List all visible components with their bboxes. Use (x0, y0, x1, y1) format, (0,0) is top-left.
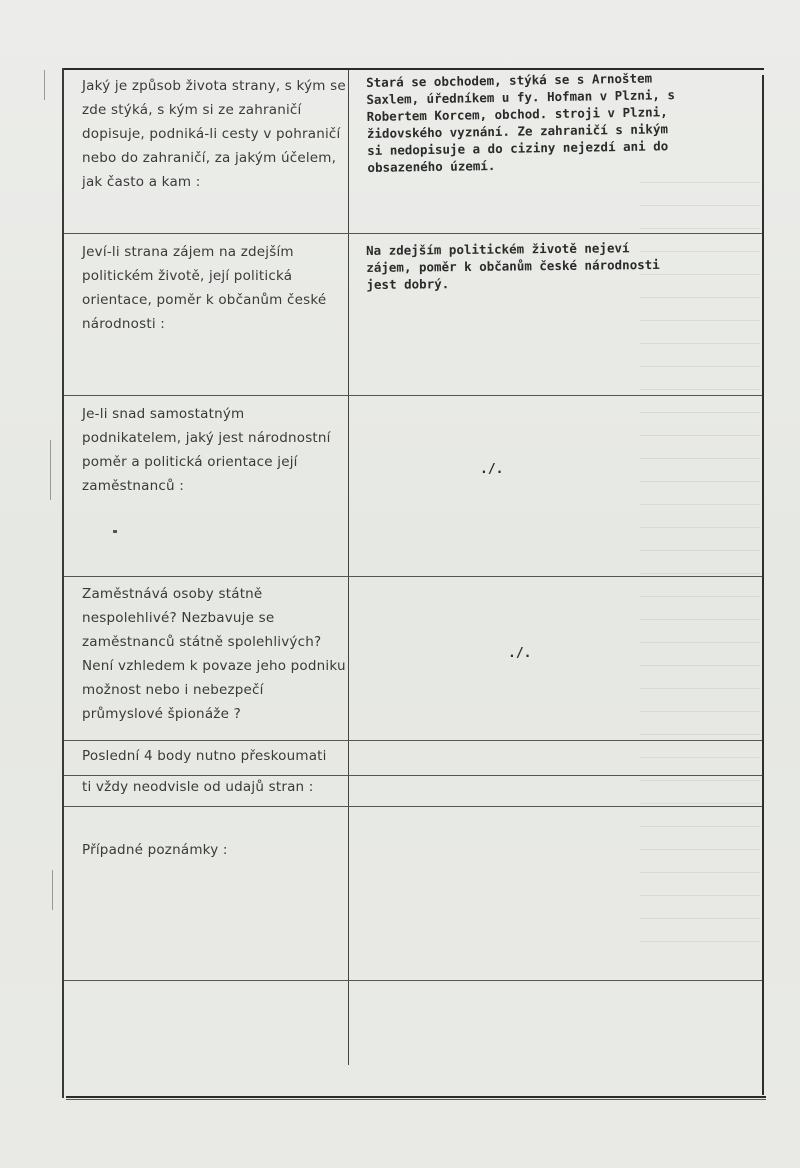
margin-mark (50, 440, 51, 500)
form-border-bottom-double (66, 1099, 766, 1100)
question-lifestyle: Jaký je způsob života strany, s kým se zde stýká, s kým si ze zahraničí dopisuje, podniká-li cesty v pohraničí nebo do zahraničí, za jakým účelem, jak často a kam : (82, 78, 346, 190)
ink-speck (113, 530, 117, 533)
answer-employees-nationality: ./. (480, 462, 504, 477)
question-employees-nationality: Je-li snad samostatným podnikatelem, jaký jest národnostní poměr a politická orientace její zaměstnanců : (82, 406, 331, 494)
remarks-label: Případné poznámky : (82, 842, 228, 858)
margin-mark (44, 70, 45, 100)
question-political-interest: Jeví-li strana zájem na zdejším politickém životě, její politická orientace, poměr k občanům české národnosti : (82, 244, 327, 332)
note-verify-line2: ti vždy neodvisle od udajů stran : (82, 779, 314, 795)
question-unreliable-staff: Zaměstnává osoby státně nespolehlivé? Nezbavuje se zaměstnanců státně spolehlivých? Není vzhledem k povaze jeho podniku možnost nebo i nebezpečí průmyslové špionáže ? (82, 586, 346, 722)
margin-mark (52, 870, 53, 910)
row-divider (64, 395, 762, 396)
answer-lifestyle: Stará se obchodem, stýká se s Arnoštem Saxlem, úředníkem u fy. Hofman v Plzni, s Robertem Korcem, obchod. stroji v Plzni, židovského vyznání. Ze zahraničí s nikým si nedopisuje a do ciziny nejezdí ani do obsazeného území. (366, 70, 676, 175)
row-divider (64, 233, 762, 234)
row-divider (64, 980, 762, 981)
row-divider (64, 806, 762, 807)
form-border-left (62, 68, 64, 1098)
form-border-right (762, 75, 764, 1095)
row-divider (64, 740, 762, 741)
column-divider (348, 70, 349, 1065)
answer-political-interest: Na zdejším politickém životě nejeví zájem, poměr k občanům české národnosti jest dobrý. (366, 240, 660, 292)
row-divider (64, 576, 762, 577)
answer-unreliable-staff: ./. (508, 646, 532, 661)
form-border-bottom (66, 1096, 766, 1098)
note-verify-line1: Poslední 4 body nutno přeskoumati (82, 748, 327, 764)
